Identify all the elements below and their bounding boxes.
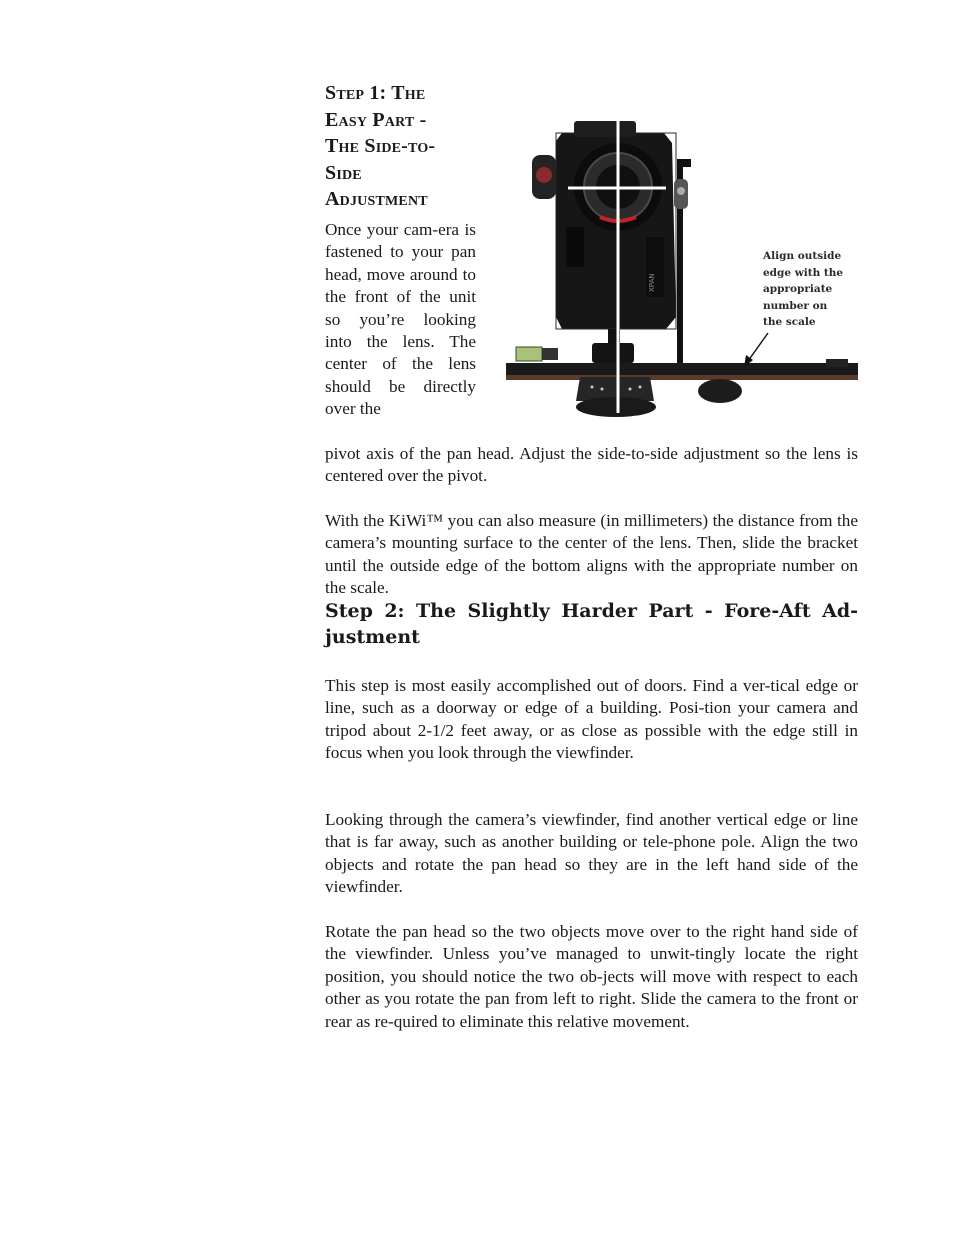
step1-paragraph-continued: pivot axis of the pan head. Adjust the side-to-side adjustment so the lens is centered over the pivot.: [325, 444, 858, 486]
callout-line: appropriate: [763, 283, 833, 295]
content-column: [325, 80, 858, 1031]
step2-heading: Step 2: The Slightly Harder Part - Fore-Aft Ad-justment: [325, 600, 858, 648]
step1-heading-line: Step 1: The: [325, 82, 426, 104]
callout-line: the scale: [763, 316, 816, 328]
step2-paragraph-3: Rotate the pan head so the two objects move over to the right hand side of the viewfinder. Unless you’ve managed to unwit-tingly locate the right position, you should notice the two ob-jects will move with respect to each other as you rotate the pan from left to right. Slide the camera to the front or rear as re-quired to eliminate this relative movement.: [325, 922, 858, 1031]
step1-section: [325, 80, 858, 486]
step2-paragraph-2: Looking through the camera’s viewfinder, find another vertical edge or line that is far away, such as another building or tele-phone pole. Align the two objects and rotate the pan head so they are in the left hand side of the viewfinder.: [325, 810, 858, 897]
step1-heading-line: Easy Part -: [325, 108, 427, 131]
step2-paragraph-1: This step is most easily accomplished out of doors. Find a ver-tical edge or line, such as a doorway or edge of a building. Posi-tion your camera and tripod about 2-1/2 feet away, or as close as possible with the edge still in focus when you look through the viewfinder.: [325, 676, 858, 763]
step1-heading-line: Adjustment: [325, 188, 428, 210]
callout-line: Align outside: [763, 250, 842, 262]
svg-text:XPAN: XPAN: [648, 273, 656, 292]
figure-callout: [763, 248, 863, 331]
step1-paragraph-2: With the KiWi™ you can also measure (in millimeters) the distance from the camera’s mounting surface to the center of the lens. Then, slide the bracket until the outside edge of the bottom aligns with the appropriate number on the scale.: [325, 511, 858, 598]
step1-paragraph-narrow: Once your cam-era is fastened to your pan head, move around to the front of the unit so you’re looking into the lens. The center of the lens should be directly over the: [325, 220, 476, 419]
callout-line: edge with the: [763, 266, 844, 279]
step1-heading-line: Side: [325, 161, 362, 184]
callout-line: number on: [763, 299, 828, 312]
step1-heading: [325, 80, 485, 213]
step1-heading-line: The Side-to-: [325, 135, 436, 157]
